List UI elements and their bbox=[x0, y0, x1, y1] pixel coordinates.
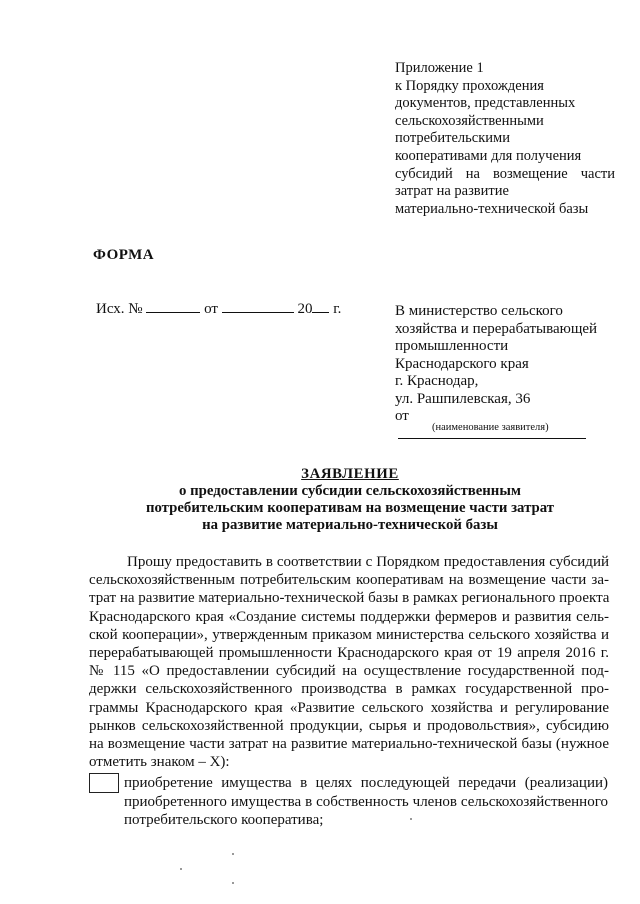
recipient-line: г. Краснодар, bbox=[395, 373, 479, 389]
option-text bbox=[124, 774, 608, 830]
paragraph-line: Краснодарского края «Создание системы поддержки фермеров и развития сель- bbox=[89, 608, 609, 625]
appendix-line: кооперативами для получения bbox=[395, 147, 582, 164]
document-title bbox=[80, 466, 620, 534]
recipient-block bbox=[395, 303, 620, 439]
outgoing-year-prefix: 20 bbox=[297, 301, 313, 317]
applicant-hint: (наименование заявителя) bbox=[432, 422, 549, 433]
paragraph-line: трат на развитие материально-технической базы в рамках регионального проекта bbox=[89, 590, 610, 607]
appendix-reference bbox=[395, 60, 615, 218]
outgoing-number-field[interactable] bbox=[146, 300, 200, 313]
recipient-line: промышленности bbox=[395, 338, 509, 354]
appendix-line: документов, представленных bbox=[395, 95, 576, 112]
paragraph-line: № 115 «О предоставлении субсидий на осуществление государственной под- bbox=[89, 663, 609, 680]
appendix-line: Приложение 1 bbox=[395, 60, 484, 76]
recipient-line: Краснодарского края bbox=[395, 355, 529, 372]
paragraph-line: на возмещение части затрат на развитие материально-технической базы (нужное bbox=[89, 736, 609, 753]
outgoing-number-row bbox=[96, 300, 341, 318]
appendix-line: субсидий на возмещение части bbox=[395, 165, 615, 182]
appendix-line: к Порядку прохождения bbox=[395, 77, 544, 94]
title-line: о предоставлении субсидии сельскохозяйственным bbox=[179, 483, 521, 499]
outgoing-year-field[interactable] bbox=[312, 300, 329, 313]
outgoing-year-suffix: г. bbox=[333, 301, 342, 317]
title-line: на развитие материально-технической базы bbox=[202, 517, 498, 533]
appendix-line: сельскохозяйственными bbox=[395, 112, 544, 129]
scan-speck bbox=[232, 882, 234, 884]
title-line: потребительским кооперативам на возмещение части затрат bbox=[145, 500, 555, 516]
recipient-line: ул. Рашпилевская, 36 bbox=[395, 390, 531, 407]
paragraph-line: граммы Краснодарского края «Развитие сельского хозяйства и регулирование bbox=[89, 699, 609, 716]
paragraph-line: Прошу предоставить в соответствии с Порядком предоставления субсидий bbox=[127, 554, 609, 570]
paragraph-line: рынков сельскохозяйственной продукции, сырья и продовольствия», субсидию bbox=[89, 717, 609, 734]
option-line: приобретенного имущества в собственность членов сельскохозяйственного bbox=[124, 793, 608, 810]
form-label: ФОРМА bbox=[93, 247, 155, 263]
request-paragraph bbox=[89, 553, 609, 771]
appendix-line: материально-технической базы bbox=[395, 200, 589, 217]
scan-speck bbox=[180, 868, 182, 870]
paragraph-line: ской кооперации», утвержденным приказом министерства сельского хозяйства и bbox=[89, 626, 609, 643]
outgoing-prefix: Исх. № bbox=[96, 301, 143, 317]
applicant-from-label: от bbox=[395, 408, 409, 424]
outgoing-date-field[interactable] bbox=[222, 300, 294, 313]
outgoing-from-word: от bbox=[204, 301, 218, 317]
appendix-line: потребительскими bbox=[395, 130, 510, 147]
option-line: потребительского кооператива; bbox=[124, 812, 324, 829]
paragraph-line: сельскохозяйственным потребительским кооперативам на возмещение части за- bbox=[89, 572, 609, 589]
title-main: ЗАЯВЛЕНИЕ bbox=[301, 466, 399, 482]
appendix-line: затрат на развитие bbox=[395, 183, 509, 200]
option-line: приобретение имущества в целях последующей передачи (реализации) bbox=[124, 775, 608, 791]
paragraph-line: отметить знаком – Х): bbox=[89, 754, 230, 771]
recipient-line: В министерство сельского bbox=[395, 303, 563, 319]
paragraph-line: держки сельскохозяйственного производства в рамках государственной про- bbox=[89, 681, 609, 698]
recipient-line: хозяйства и перерабатывающей bbox=[395, 320, 598, 337]
paragraph-line: перерабатывающей промышленности Краснодарского края от 19 апреля 2016 г. bbox=[89, 645, 609, 662]
scan-speck bbox=[232, 853, 234, 855]
scan-speck bbox=[410, 818, 412, 820]
option-checkbox[interactable] bbox=[89, 773, 119, 793]
